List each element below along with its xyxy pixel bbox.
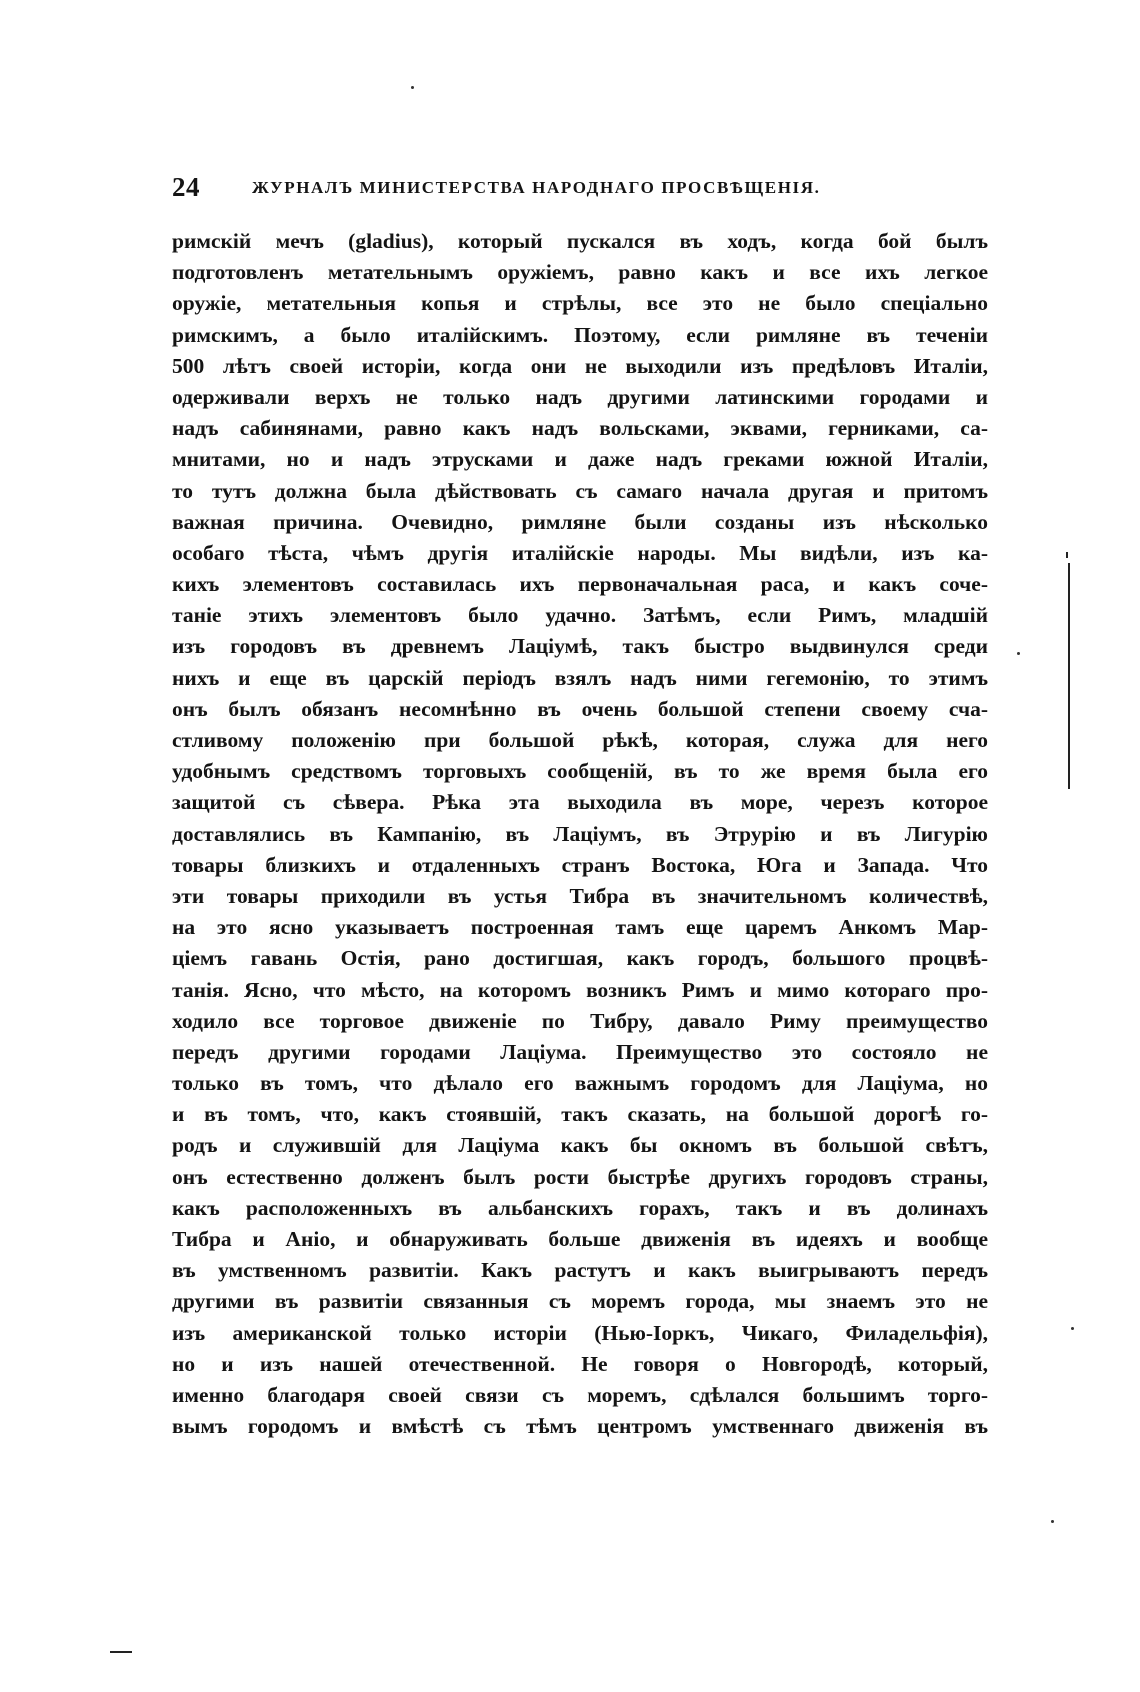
- text-line: родъ и служившій для Лаціума какъ бы окномъ въ большой свѣтъ,: [172, 1133, 988, 1158]
- text-line: онъ естественно долженъ былъ рости быстрѣе другихъ городовъ страны,: [172, 1164, 988, 1189]
- body-text: [172, 226, 988, 1442]
- text-line: нихъ и еще въ царскій періодъ взялъ надъ ними гегемонію, то этимъ: [172, 665, 988, 690]
- text-line: доставлялись въ Кампанію, въ Лаціумъ, въ Этрурію и въ Лигурію: [172, 821, 988, 846]
- text-line: эти товары приходили въ устья Тибра въ значительномъ количествѣ,: [172, 883, 988, 908]
- scan-speck: [411, 86, 414, 89]
- margin-tick: [1066, 552, 1068, 558]
- text-line: то тутъ должна была дѣйствовать съ самаго начала другая и притомъ: [172, 478, 988, 503]
- text-line: въ умственномъ развитіи. Какъ растутъ и какъ выигрываютъ передъ: [172, 1258, 988, 1283]
- text-line: оружіе, метательныя копья и стрѣлы, все это не было спеціально: [172, 291, 988, 316]
- text-line: другими въ развитіи связанныя съ моремъ города, мы знаемъ это не: [172, 1289, 988, 1314]
- text-line: и въ томъ, что, какъ стоявшій, такъ сказать, на большой дорогѣ го-: [172, 1102, 988, 1127]
- text-line: Тибра и Аніо, и обнаруживать больше движенія въ идеяхъ и вообще: [172, 1227, 988, 1251]
- bottom-dash: [110, 1651, 132, 1653]
- running-title: ЖУРНАЛЪ МИНИСТЕРСТВА НАРОДНАГО ПРОСВѢЩЕНІЯ.: [252, 178, 821, 197]
- text-line: на это ясно указываетъ построенная тамъ еще царемъ Анкомъ Мар-: [172, 915, 988, 940]
- text-line: одерживали верхъ не только надъ другими латинскими городами и: [172, 384, 988, 409]
- text-line: мнитами, но и надъ этрусками и даже надъ греками южной Италіи,: [172, 447, 988, 472]
- text-line: передъ другими городами Лаціума. Преимущество это состояло не: [172, 1039, 988, 1064]
- page-number: 24: [172, 172, 200, 202]
- text-line: римскій мечъ (gladius), который пускался въ ходъ, когда бой былъ: [172, 229, 988, 253]
- text-line: кихъ элементовъ составилась ихъ первоначальная раса, и какъ соче-: [172, 572, 988, 597]
- text-line: танія. Ясно, что мѣсто, на которомъ возникъ Римъ и мимо котораго про-: [172, 977, 988, 1002]
- text-line: особаго тѣста, чѣмъ другія италійскіе народы. Мы видѣли, изъ ка-: [172, 540, 988, 565]
- text-line: товары близкихъ и отдаленныхъ странъ Востока, Юга и Запада. Что: [172, 852, 988, 877]
- text-line: изъ городовъ въ древнемъ Лаціумѣ, такъ быстро выдвинулся среди: [172, 634, 988, 659]
- text-line: ціемъ гавань Остія, рано достигшая, какъ городъ, большого процвѣ-: [172, 946, 988, 971]
- text-line: вымъ городомъ и вмѣстѣ съ тѣмъ центромъ умственнаго движенія въ: [172, 1414, 988, 1439]
- text-line: важная причина. Очевидно, римляне были созданы изъ нѣсколько: [172, 509, 988, 534]
- text-line: но и изъ нашей отечественной. Не говоря о Новгородѣ, который,: [172, 1351, 988, 1376]
- text-line: 500 лѣтъ своей исторіи, когда они не выходили изъ предѣловъ Италіи,: [172, 353, 988, 378]
- text-line: римскимъ, а было италійскимъ. Поэтому, если римляне въ теченіи: [172, 322, 988, 347]
- text-line: онъ былъ обязанъ несомнѣнно въ очень большой степени своему сча-: [172, 696, 988, 721]
- text-line: таніе этихъ элементовъ было удачно. Затѣмъ, если Римъ, младшій: [172, 603, 988, 628]
- text-line: подготовленъ метательнымъ оружіемъ, равно какъ и все ихъ легкое: [172, 260, 988, 285]
- margin-rule: [1068, 563, 1070, 789]
- scan-speck: [1071, 1327, 1074, 1330]
- text-line: защитой съ сѣвера. Рѣка эта выходила въ море, черезъ которое: [172, 790, 988, 815]
- text-line: только въ томъ, что дѣлало его важнымъ городомъ для Лаціума, но: [172, 1071, 988, 1096]
- text-line: именно благодаря своей связи съ моремъ, сдѣлался большимъ торго-: [172, 1382, 988, 1407]
- scan-speck: [1051, 1520, 1054, 1523]
- scan-speck: [1017, 652, 1020, 655]
- text-line: стливому положенію при большой рѣкѣ, которая, служа для него: [172, 728, 988, 752]
- text-line: ходило все торговое движеніе по Тибру, давало Риму преимущество: [172, 1008, 988, 1033]
- text-line: надъ сабинянами, равно какъ надъ вольсками, эквами, герниками, са-: [172, 416, 988, 441]
- text-line: удобнымъ средствомъ торговыхъ сообщеній, въ то же время была его: [172, 759, 988, 784]
- text-line: изъ американской только исторіи (Нью-Іоркъ, Чикаго, Филадельфія),: [172, 1320, 988, 1345]
- page-header: [172, 172, 988, 212]
- text-line: какъ расположенныхъ въ альбанскихъ горахъ, такъ и въ долинахъ: [172, 1195, 988, 1220]
